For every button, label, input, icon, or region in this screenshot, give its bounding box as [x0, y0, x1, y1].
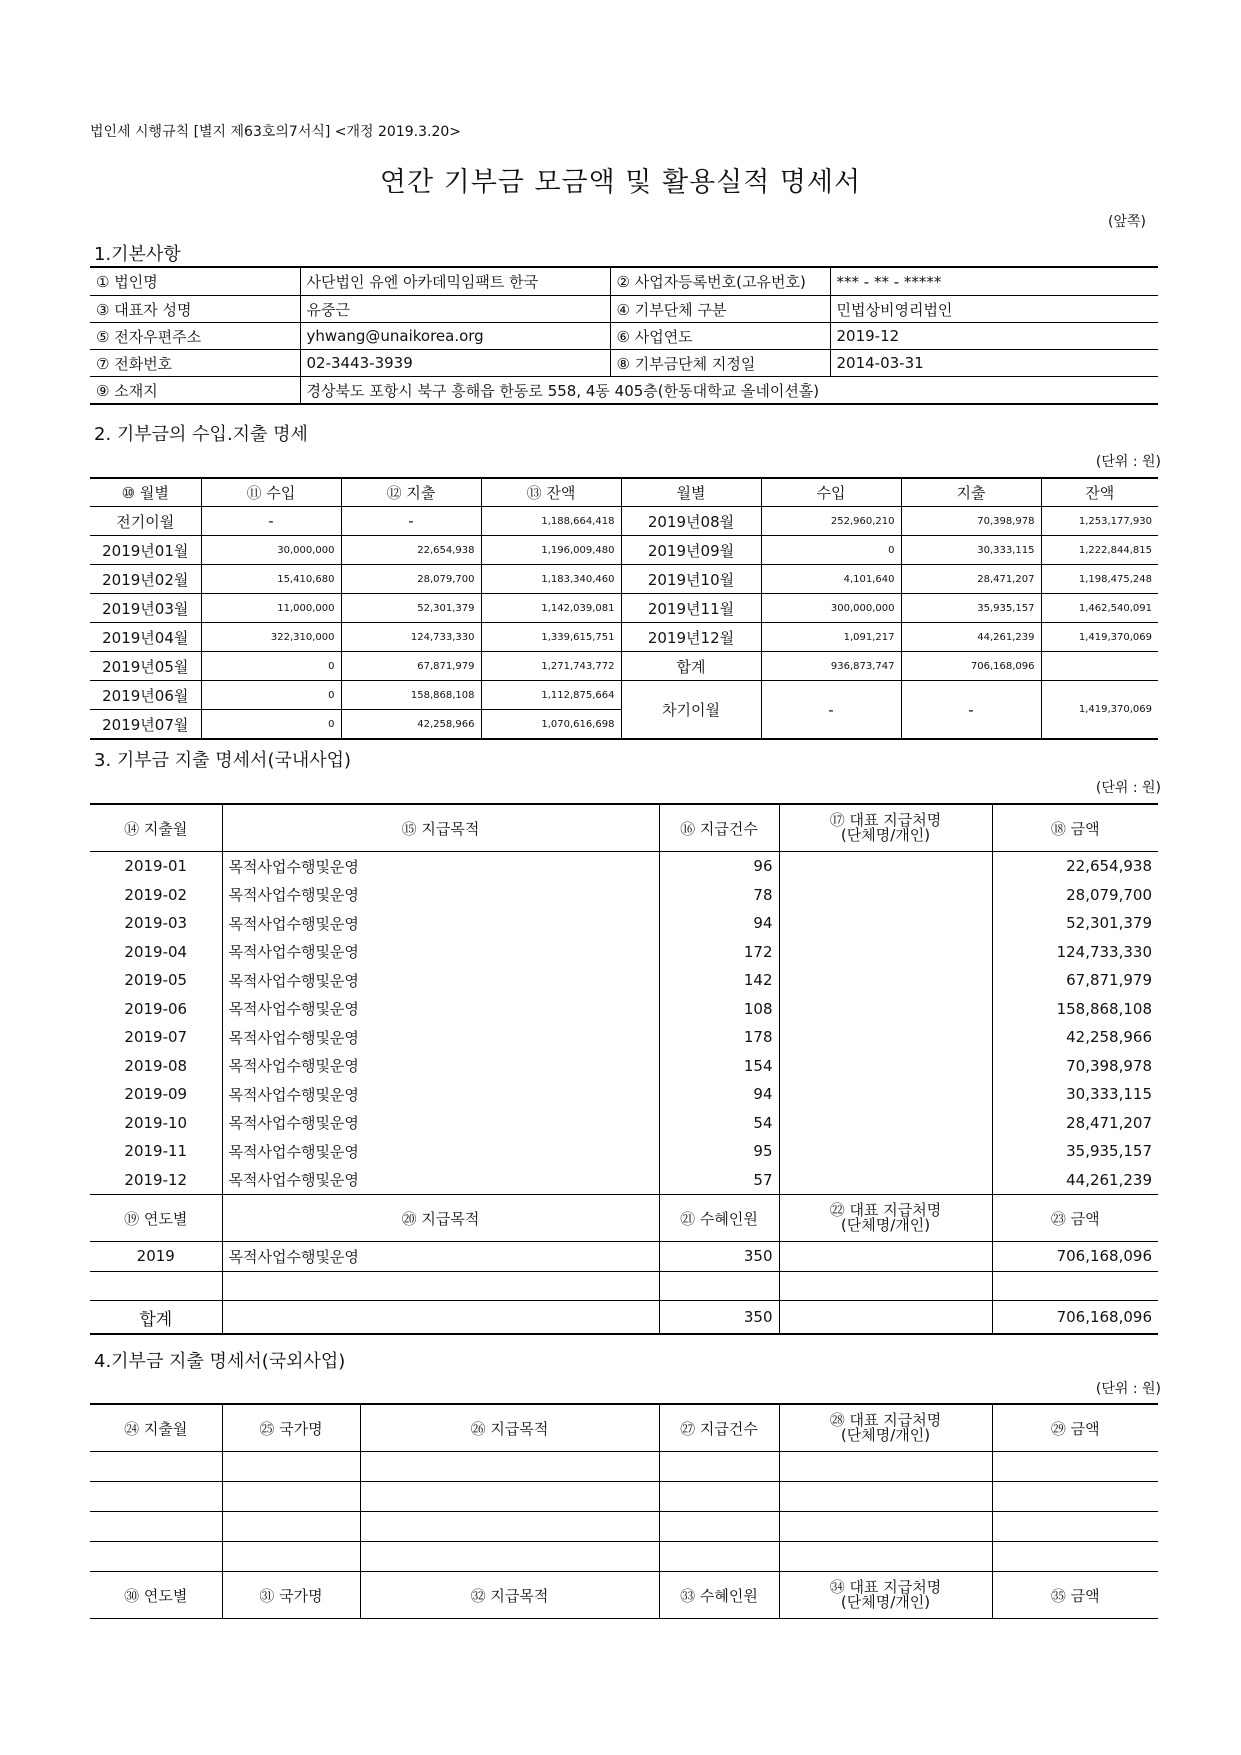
- table-header-row: [90, 804, 1158, 852]
- expense-cell: 30,333,115: [901, 536, 1041, 565]
- recipient-cell: [779, 881, 992, 910]
- table-row: [90, 652, 1158, 681]
- empty-cell: [659, 1542, 779, 1572]
- month-cell: 2019년10월: [621, 565, 761, 594]
- column-header: ㉔ 지출월: [90, 1404, 222, 1452]
- count-cell: 78: [659, 881, 779, 910]
- count-cell: 350: [659, 1242, 779, 1272]
- income-cell: 0: [201, 710, 341, 740]
- purpose-cell: 목적사업수행및운영: [222, 909, 659, 938]
- table-row: [90, 507, 1158, 536]
- recipient-header-line2: (단체명/개인): [840, 1425, 931, 1444]
- balance-cell: 1,183,340,460: [481, 565, 621, 594]
- empty-cell: [779, 1482, 992, 1512]
- field-label: ① 법인명: [90, 267, 300, 296]
- income-cell: 4,101,640: [761, 565, 901, 594]
- empty-cell: [992, 1452, 1158, 1482]
- recipient-cell: [779, 1166, 992, 1195]
- empty-cell: [90, 1482, 222, 1512]
- recipient-header-line2: (단체명/개인): [840, 1215, 931, 1234]
- period-cell: 2019-05: [90, 966, 222, 995]
- month-cell: 2019년07월: [90, 710, 201, 740]
- period-cell: 2019-01: [90, 852, 222, 881]
- period-cell: 2019-07: [90, 1023, 222, 1052]
- recipient-cell: [779, 938, 992, 967]
- income-cell: 0: [201, 652, 341, 681]
- column-header: ㉑ 수혜인원: [659, 1195, 779, 1242]
- period-cell: 2019-12: [90, 1166, 222, 1195]
- income-cell: 252,960,210: [761, 507, 901, 536]
- purpose-cell: 목적사업수행및운영: [222, 1023, 659, 1052]
- table-row: [90, 1080, 1158, 1109]
- expense-cell: 52,301,379: [341, 594, 481, 623]
- month-cell: 2019년05월: [90, 652, 201, 681]
- recipient-header-line2: (단체명/개인): [840, 825, 931, 844]
- balance-cell: 1,462,540,091: [1041, 594, 1158, 623]
- recipient-header-line1: ㉘ 대표 지급처명: [829, 1410, 942, 1429]
- empty-cell: [992, 1512, 1158, 1542]
- month-cell: 2019년08월: [621, 507, 761, 536]
- amount-cell: 28,471,207: [992, 1109, 1158, 1138]
- table-row: [90, 1023, 1158, 1052]
- count-cell: 94: [659, 1080, 779, 1109]
- empty-cell: [360, 1452, 659, 1482]
- field-value: 2019-12: [830, 323, 1158, 350]
- column-header: 잔액: [1041, 478, 1158, 507]
- column-header: ㉚ 연도별: [90, 1572, 222, 1619]
- recipient-cell: [779, 1023, 992, 1052]
- purpose-cell: 목적사업수행및운영: [222, 1137, 659, 1166]
- table-row: [90, 1271, 1158, 1301]
- column-header: [779, 1572, 992, 1619]
- balance-cell: 1,419,370,069: [1041, 623, 1158, 652]
- amount-cell: 42,258,966: [992, 1023, 1158, 1052]
- income-cell: 30,000,000: [201, 536, 341, 565]
- field-value: 유중근: [300, 296, 610, 323]
- column-header: ㉝ 수혜인원: [659, 1572, 779, 1619]
- carry-forward-label: 차기이월: [621, 681, 761, 740]
- recipient-cell: [779, 995, 992, 1024]
- purpose-cell: 목적사업수행및운영: [222, 1166, 659, 1195]
- empty-cell: [992, 1482, 1158, 1512]
- count-cell: 178: [659, 1023, 779, 1052]
- column-header: 월별: [621, 478, 761, 507]
- empty-cell: [90, 1452, 222, 1482]
- count-cell: 96: [659, 852, 779, 881]
- column-header: ⑭ 지출월: [90, 804, 222, 852]
- empty-cell: [659, 1512, 779, 1542]
- period-cell: 2019-06: [90, 995, 222, 1024]
- table-row: [90, 623, 1158, 652]
- balance-cell: 1,419,370,069: [1041, 681, 1158, 740]
- balance-cell: 1,339,615,751: [481, 623, 621, 652]
- amount-cell: 52,301,379: [992, 909, 1158, 938]
- empty-row: [90, 1512, 1158, 1542]
- empty-cell: [222, 1512, 360, 1542]
- income-cell: 0: [761, 536, 901, 565]
- month-cell: 전기이월: [90, 507, 201, 536]
- balance-cell: 1,253,177,930: [1041, 507, 1158, 536]
- month-cell: 2019년09월: [621, 536, 761, 565]
- recipient-header-line1: ㉒ 대표 지급처명: [829, 1200, 942, 1219]
- empty-cell: [222, 1482, 360, 1512]
- address-value: 경상북도 포항시 북구 흥해읍 한동로 558, 4동 405층(한동대학교 올네이션홀): [300, 377, 1158, 405]
- column-header: ㉜ 지급목적: [360, 1572, 659, 1619]
- regulation-reference: 법인세 시행규칙 [별지 제63호의7서식] <개정 2019.3.20>: [90, 124, 461, 140]
- column-header: ⑬ 잔액: [481, 478, 621, 507]
- amount-cell: 35,935,157: [992, 1137, 1158, 1166]
- side-note: (앞쪽): [1108, 214, 1146, 230]
- field-label: ⑨ 소재지: [90, 377, 300, 405]
- period-cell: 2019-08: [90, 1052, 222, 1081]
- period-cell: 합계: [90, 1301, 222, 1335]
- purpose-cell: 목적사업수행및운영: [222, 995, 659, 1024]
- column-header: 수입: [761, 478, 901, 507]
- empty-cell: [90, 1542, 222, 1572]
- field-label: ② 사업자등록번호(고유번호): [610, 267, 830, 296]
- basic-info-table: [90, 266, 1158, 405]
- address-row: [90, 377, 1158, 405]
- expense-cell: 706,168,096: [901, 652, 1041, 681]
- column-header: ㉓ 금액: [992, 1195, 1158, 1242]
- balance-cell: 1,188,664,418: [481, 507, 621, 536]
- column-header: ⑮ 지급목적: [222, 804, 659, 852]
- recipient-cell: [779, 1109, 992, 1138]
- section2-unit: (단위 : 원): [1095, 454, 1161, 470]
- expense-cell: 44,261,239: [901, 623, 1041, 652]
- empty-cell: [360, 1512, 659, 1542]
- balance-cell: 1,222,844,815: [1041, 536, 1158, 565]
- count-cell: 95: [659, 1137, 779, 1166]
- table-header-row: [90, 1572, 1158, 1619]
- table-row: [90, 594, 1158, 623]
- recipient-cell: [779, 1271, 992, 1301]
- table-row: [90, 1052, 1158, 1081]
- empty-row: [90, 1482, 1158, 1512]
- table-row: [90, 881, 1158, 910]
- amount-cell: 70,398,978: [992, 1052, 1158, 1081]
- balance-cell: 1,142,039,081: [481, 594, 621, 623]
- table-row: [90, 1242, 1158, 1272]
- table-row: [90, 536, 1158, 565]
- table-header-row: [90, 1404, 1158, 1452]
- column-header: ⑯ 지급건수: [659, 804, 779, 852]
- table-row: [90, 1109, 1158, 1138]
- month-cell: 합계: [621, 652, 761, 681]
- amount-cell: 22,654,938: [992, 852, 1158, 881]
- count-cell: 350: [659, 1301, 779, 1335]
- column-header: ⑪ 수입: [201, 478, 341, 507]
- field-label: ④ 기부단체 구분: [610, 296, 830, 323]
- amount-cell: [992, 1271, 1158, 1301]
- income-cell: 300,000,000: [761, 594, 901, 623]
- column-header: [779, 1404, 992, 1452]
- recipient-cell: [779, 1080, 992, 1109]
- income-cell: 11,000,000: [201, 594, 341, 623]
- expense-cell: 28,079,700: [341, 565, 481, 594]
- period-cell: 2019-10: [90, 1109, 222, 1138]
- expense-cell: 67,871,979: [341, 652, 481, 681]
- empty-cell: [992, 1542, 1158, 1572]
- period-cell: 2019-11: [90, 1137, 222, 1166]
- amount-cell: 30,333,115: [992, 1080, 1158, 1109]
- recipient-cell: [779, 1052, 992, 1081]
- section3-title: 3. 기부금 지출 명세서(국내사업): [94, 750, 352, 771]
- balance-cell: 1,112,875,664: [481, 681, 621, 710]
- month-cell: 2019년12월: [621, 623, 761, 652]
- purpose-cell: 목적사업수행및운영: [222, 1242, 659, 1272]
- table-row: [90, 995, 1158, 1024]
- column-header: [779, 804, 992, 852]
- purpose-cell: 목적사업수행및운영: [222, 852, 659, 881]
- purpose-cell: 목적사업수행및운영: [222, 938, 659, 967]
- field-value: 2014-03-31: [830, 350, 1158, 377]
- column-header: ⑱ 금액: [992, 804, 1158, 852]
- basic-info-row: [90, 296, 1158, 323]
- column-header: ⑳ 지급목적: [222, 1195, 659, 1242]
- field-value: 민법상비영리법인: [830, 296, 1158, 323]
- purpose-cell: 목적사업수행및운영: [222, 966, 659, 995]
- expense-cell: 42,258,966: [341, 710, 481, 740]
- amount-cell: 706,168,096: [992, 1301, 1158, 1335]
- recipient-cell: [779, 966, 992, 995]
- income-cell: 15,410,680: [201, 565, 341, 594]
- recipient-cell: [779, 1137, 992, 1166]
- recipient-cell: [779, 909, 992, 938]
- income-cell: 936,873,747: [761, 652, 901, 681]
- period-cell: [90, 1271, 222, 1301]
- balance-cell: 1,271,743,772: [481, 652, 621, 681]
- purpose-cell: [222, 1271, 659, 1301]
- expense-cell: -: [341, 507, 481, 536]
- balance-cell: 1,070,616,698: [481, 710, 621, 740]
- amount-cell: 124,733,330: [992, 938, 1158, 967]
- field-label: ③ 대표자 성명: [90, 296, 300, 323]
- recipient-header-line1: ⑰ 대표 지급처명: [829, 810, 942, 829]
- empty-row: [90, 1542, 1158, 1572]
- amount-cell: 28,079,700: [992, 881, 1158, 910]
- empty-cell: [90, 1512, 222, 1542]
- field-value: 사단법인 유엔 아카데믹임팩트 한국: [300, 267, 610, 296]
- expense-cell: -: [901, 681, 1041, 740]
- empty-row: [90, 1452, 1158, 1482]
- section4-unit: (단위 : 원): [1095, 1381, 1161, 1397]
- income-cell: -: [761, 681, 901, 740]
- field-value: *** - ** - *****: [830, 267, 1158, 296]
- section4-title: 4.기부금 지출 명세서(국외사업): [94, 1351, 346, 1372]
- document-title: 연간 기부금 모금액 및 활용실적 명세서: [379, 167, 862, 198]
- table-row: [90, 1166, 1158, 1195]
- field-label: ⑧ 기부금단체 지정일: [610, 350, 830, 377]
- column-header: ㉛ 국가명: [222, 1572, 360, 1619]
- count-cell: 94: [659, 909, 779, 938]
- column-header: [779, 1195, 992, 1242]
- purpose-cell: 목적사업수행및운영: [222, 1109, 659, 1138]
- recipient-cell: [779, 1242, 992, 1272]
- count-cell: 154: [659, 1052, 779, 1081]
- month-cell: 2019년02월: [90, 565, 201, 594]
- month-cell: 2019년01월: [90, 536, 201, 565]
- income-cell: 0: [201, 681, 341, 710]
- amount-cell: 158,868,108: [992, 995, 1158, 1024]
- column-header: ⑲ 연도별: [90, 1195, 222, 1242]
- income-cell: 1,091,217: [761, 623, 901, 652]
- section3-unit: (단위 : 원): [1095, 780, 1161, 796]
- expense-cell: 158,868,108: [341, 681, 481, 710]
- amount-cell: 706,168,096: [992, 1242, 1158, 1272]
- period-cell: 2019-04: [90, 938, 222, 967]
- purpose-cell: [222, 1301, 659, 1335]
- recipient-header-line2: (단체명/개인): [840, 1592, 931, 1611]
- count-cell: 108: [659, 995, 779, 1024]
- column-header: ⑩ 월별: [90, 478, 201, 507]
- column-header: 지출: [901, 478, 1041, 507]
- period-cell: 2019: [90, 1242, 222, 1272]
- month-cell: 2019년06월: [90, 681, 201, 710]
- table-row: [90, 565, 1158, 594]
- table-row: [90, 852, 1158, 881]
- purpose-cell: 목적사업수행및운영: [222, 1052, 659, 1081]
- section1-title: 1.기본사항: [94, 244, 181, 265]
- count-cell: 57: [659, 1166, 779, 1195]
- purpose-cell: 목적사업수행및운영: [222, 1080, 659, 1109]
- table-row: [90, 681, 1158, 710]
- empty-cell: [779, 1512, 992, 1542]
- column-header: ⑫ 지출: [341, 478, 481, 507]
- expense-cell: 28,471,207: [901, 565, 1041, 594]
- period-cell: 2019-03: [90, 909, 222, 938]
- table-row: [90, 966, 1158, 995]
- recipient-cell: [779, 852, 992, 881]
- period-cell: 2019-09: [90, 1080, 222, 1109]
- empty-cell: [360, 1542, 659, 1572]
- basic-info-row: [90, 267, 1158, 296]
- section2-title: 2. 기부금의 수입.지출 명세: [94, 424, 308, 445]
- column-header: ㉖ 지급목적: [360, 1404, 659, 1452]
- income-cell: -: [201, 507, 341, 536]
- field-label: ⑥ 사업연도: [610, 323, 830, 350]
- expense-cell: 22,654,938: [341, 536, 481, 565]
- column-header: ㉟ 금액: [992, 1572, 1158, 1619]
- income-cell: 322,310,000: [201, 623, 341, 652]
- basic-info-row: [90, 350, 1158, 377]
- expense-cell: 70,398,978: [901, 507, 1041, 536]
- empty-cell: [659, 1482, 779, 1512]
- empty-cell: [659, 1452, 779, 1482]
- period-cell: 2019-02: [90, 881, 222, 910]
- recipient-header-line1: ㉞ 대표 지급처명: [829, 1577, 942, 1596]
- income-expense-table: [90, 477, 1158, 740]
- field-value: 02-3443-3939: [300, 350, 610, 377]
- balance-cell: 1,196,009,480: [481, 536, 621, 565]
- count-cell: 142: [659, 966, 779, 995]
- empty-cell: [779, 1452, 992, 1482]
- balance-cell: 1,198,475,248: [1041, 565, 1158, 594]
- empty-cell: [222, 1452, 360, 1482]
- count-cell: 172: [659, 938, 779, 967]
- column-header: ㉙ 금액: [992, 1404, 1158, 1452]
- column-header: ㉕ 국가명: [222, 1404, 360, 1452]
- table-row: [90, 909, 1158, 938]
- month-cell: 2019년03월: [90, 594, 201, 623]
- column-header: ㉗ 지급건수: [659, 1404, 779, 1452]
- amount-cell: 44,261,239: [992, 1166, 1158, 1195]
- expense-cell: 35,935,157: [901, 594, 1041, 623]
- field-value: yhwang@unaikorea.org: [300, 323, 610, 350]
- count-cell: [659, 1271, 779, 1301]
- table-row: [90, 1137, 1158, 1166]
- field-label: ⑤ 전자우편주소: [90, 323, 300, 350]
- purpose-cell: 목적사업수행및운영: [222, 881, 659, 910]
- recipient-cell: [779, 1301, 992, 1335]
- empty-cell: [779, 1542, 992, 1572]
- empty-cell: [222, 1542, 360, 1572]
- empty-cell: [360, 1482, 659, 1512]
- table-header-row: [90, 478, 1158, 507]
- table-header-row: [90, 1195, 1158, 1242]
- total-row: [90, 1301, 1158, 1335]
- basic-info-row: [90, 323, 1158, 350]
- field-label: ⑦ 전화번호: [90, 350, 300, 377]
- expense-cell: 124,733,330: [341, 623, 481, 652]
- amount-cell: 67,871,979: [992, 966, 1158, 995]
- count-cell: 54: [659, 1109, 779, 1138]
- overseas-expense-table: [90, 1403, 1158, 1619]
- domestic-expense-table: [90, 803, 1158, 1335]
- month-cell: 2019년04월: [90, 623, 201, 652]
- month-cell: 2019년11월: [621, 594, 761, 623]
- balance-cell: [1041, 652, 1158, 681]
- table-row: [90, 938, 1158, 967]
